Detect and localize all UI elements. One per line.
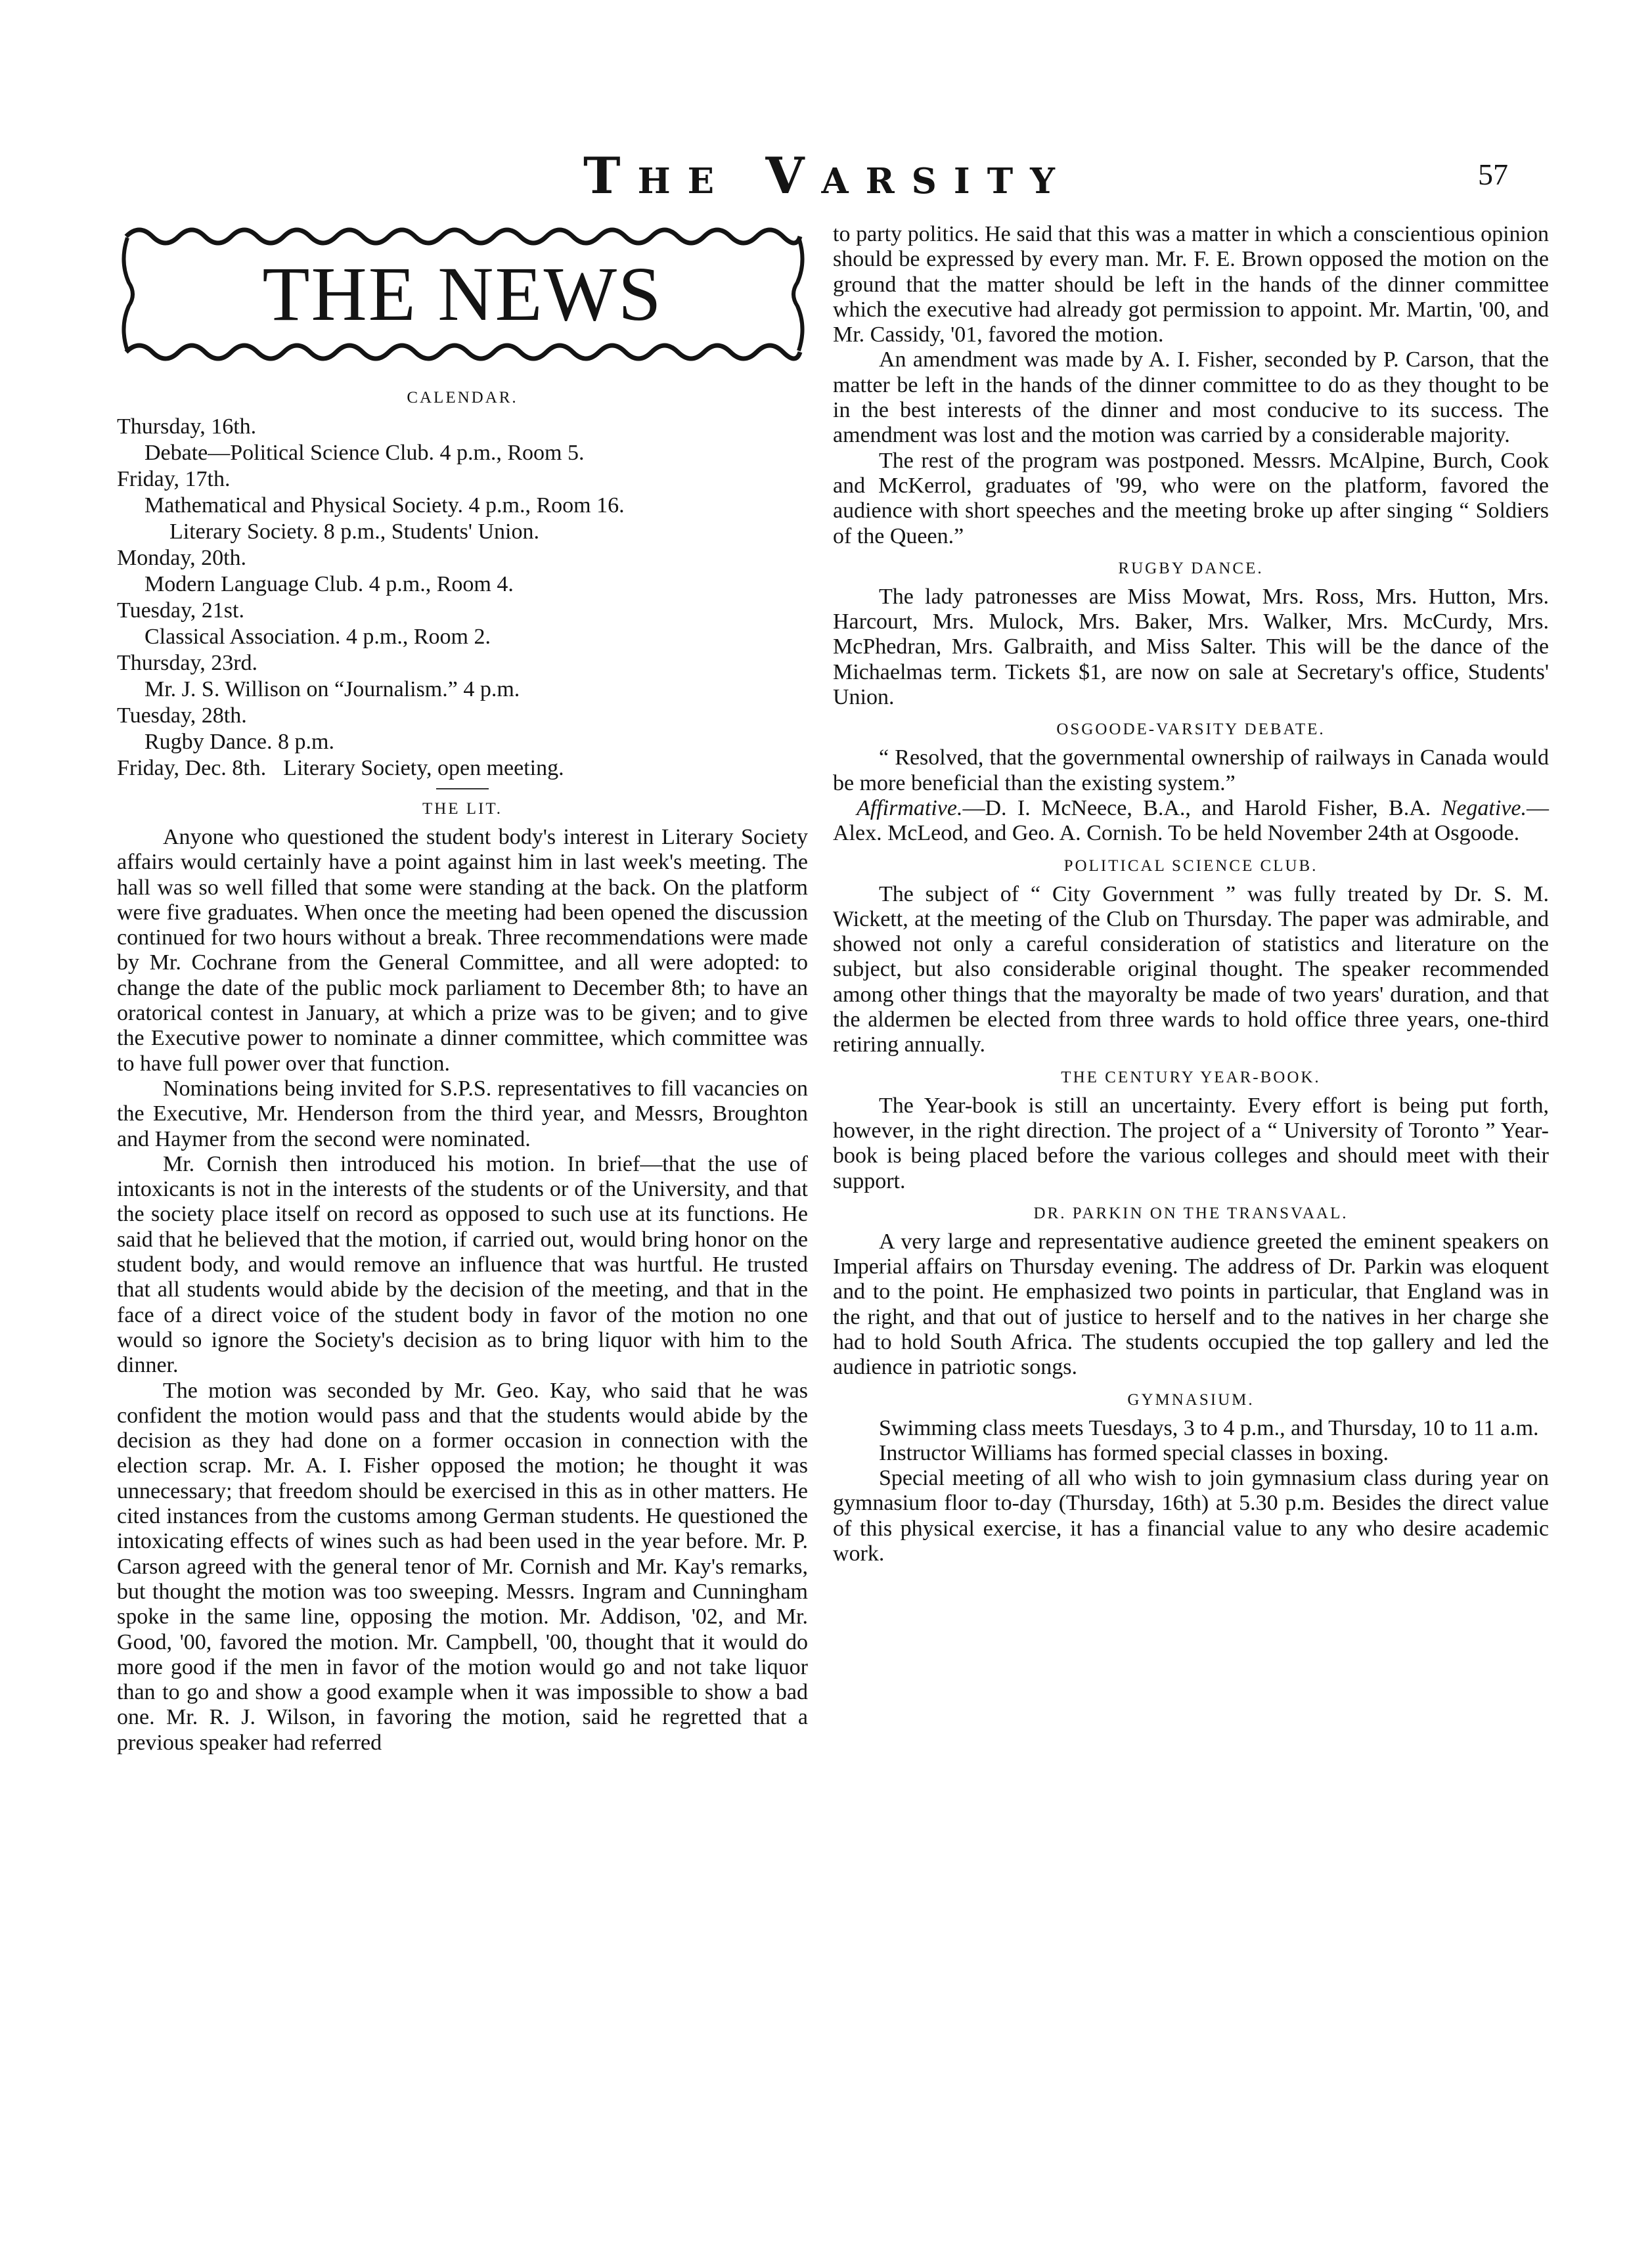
calendar-event: Debate—Political Science Club. 4 p.m., Room 5. xyxy=(145,441,585,465)
negative-label: Negative. xyxy=(1441,795,1527,820)
polsci-paragraph: The subject of “ City Government ” was fully treated by Dr. S. M. Wickett, at the meeting of the Club on Thursday. The paper was admirable, and showed not only a careful consideration of statistics and literature on the subject, but also considerable original thought. The speaker recommended among other things that the mayoralty be made of two years' duration, and that the aldermen be elected from three wards to hold office three years, one-third retiring annually. xyxy=(833,881,1549,1057)
calendar-event: Rugby Dance. 8 p.m. xyxy=(145,730,334,754)
parkin-paragraph: A very large and representative audience greeted the eminent speakers on Imperial affairs on Thursday evening. The address of Dr. Parkin was eloquent and to the point. He emphasized two points in particular, that England was in the right, and that out of justice to herself and to the natives in her charge she had to hold South Africa. The students occupied the top gallery and led the audience in patriotic songs. xyxy=(833,1229,1549,1380)
lit-continued-paragraph: to party politics. He said that this was a matter in which a conscientious opinion should be expressed by every man. Mr. F. E. Brown opposed the motion on the ground that the matter should be left in the hands of the dinner committee which the executive had already got permission to appoint. Mr. Martin, '00, and Mr. Cassidy, '01, favored the motion. xyxy=(833,222,1549,347)
calendar-event: Classical Association. 4 p.m., Room 2. xyxy=(145,625,491,649)
publication-title: The Varsity xyxy=(583,146,1072,205)
affirmative-label: Affirmative. xyxy=(857,795,963,820)
lit-continued-paragraph: An amendment was made by A. I. Fisher, seconded by P. Carson, that the matter be left in the hands of the dinner committee to do as they thought to be in the best interests of the dinner and most conducive to its success. The amendment was lost and the motion was carried by a considerable majority. xyxy=(833,347,1549,448)
calendar-day: Monday, 20th. xyxy=(117,546,247,570)
calendar-day: Friday, Dec. 8th. xyxy=(117,756,267,780)
calendar-event: Literary Society, open meeting. xyxy=(283,756,564,780)
banner-title: THE NEWS xyxy=(262,251,663,337)
negative-team: —Alex. McLeod, and Geo. A. Cornish. To be held November 24th at Osgoode. xyxy=(833,795,1549,846)
rugby-paragraph: The lady patronesses are Miss Mowat, Mrs. Ross, Mrs. Hutton, Mrs. Harcourt, Mrs. Mulock, Mrs. Baker, Mrs. Walker, Mrs. McCurdy, Mrs. McPhedran, Mrs. Galbraith, and Miss Salter. This will be the dance of the Michaelmas term. Tickets $1, are now on sale at Secretary's office, Students' Union. xyxy=(833,584,1549,710)
calendar-day: Friday, 17th. xyxy=(117,467,231,491)
lit-continued-paragraph: The rest of the program was postponed. Messrs. McAlpine, Burch, Cook and McKerrol, graduates of '99, who were on the platform, favored the audience with short speeches and the meeting broke up after singing “ Soldiers of the Queen.” xyxy=(833,448,1549,548)
left-column xyxy=(117,222,808,1756)
yearbook-paragraph: The Year-book is still an uncertainty. Every effort is being put forth, however, in the right direction. The project of a “ University of Toronto ” Year-book is being placed before the various colleges and should meet with their support. xyxy=(833,1093,1549,1193)
polsci-heading: POLITICAL SCIENCE CLUB. xyxy=(1063,856,1318,875)
gym-paragraph: Swimming class meets Tuesdays, 3 to 4 p.m., and Thursday, 10 to 11 a.m. xyxy=(879,1415,1539,1440)
page-number: 57 xyxy=(1478,158,1508,191)
lit-paragraph: Nominations being invited for S.P.S. representatives to fill vacancies on the Executive, Mr. Henderson from the third year, and Messrs, Broughton and Haymer from the second were nominated. xyxy=(117,1076,808,1151)
rugby-heading: RUGBY DANCE. xyxy=(1118,559,1264,577)
calendar-day: Tuesday, 21st. xyxy=(117,598,244,623)
calendar-event: Mr. J. S. Willison on “Journalism.” 4 p.m. xyxy=(145,677,520,701)
gym-heading: GYMNASIUM. xyxy=(1127,1390,1255,1409)
osgoode-resolution: “ Resolved, that the governmental ownership of railways in Canada would be more beneficial than the existing system.” xyxy=(833,745,1549,795)
divider xyxy=(436,788,489,789)
calendar xyxy=(117,414,808,782)
news-banner xyxy=(117,222,808,366)
calendar-day: Tuesday, 28th. xyxy=(117,703,247,728)
calendar-day: Thursday, 23rd. xyxy=(117,651,258,675)
calendar-day: Thursday, 16th. xyxy=(117,414,257,439)
lit-paragraph: Anyone who questioned the student body's interest in Literary Society affairs would certainly have a point against him in last week's meeting. The hall was so well filled that some were standing at the back. On the platform were five graduates. When once the meeting had been opened the discussion continued for two hours without a break. Three recommendations were made by Mr. Cochrane from the General Committee, and all were adopted: to change the date of the public mock parliament to December 8th; to have an oratorical contest in January, at which a prize was to be given; and to give the Executive power to nominate a dinner committee, which committee was to have full power over that function. xyxy=(117,825,808,1076)
calendar-event: Modern Language Club. 4 p.m., Room 4. xyxy=(145,572,514,596)
gym-paragraph: Special meeting of all who wish to join gymnasium class during year on gymnasium floor to-day (Thursday, 16th) at 5.30 p.m. Besides the direct value of this physical exercise, it has a financial value to any who desire academic work. xyxy=(833,1466,1549,1566)
calendar-event: Mathematical and Physical Society. 4 p.m., Room 16. xyxy=(145,493,625,518)
lit-paragraph: The motion was seconded by Mr. Geo. Kay, who said that he was confident the motion would pass and that the students would abide by the decision as they had done on a former occasion in connection with the election scrap. Mr. A. I. Fisher opposed the motion; he thought it was unnecessary; that freedom should be exercised in this as in other matters. He cited instances from the customs among German students. He questioned the intoxicating effects of wines such as had been used in the year before. Mr. P. Carson agreed with the general tenor of Mr. Cornish and Mr. Kay's remarks, but thought the motion was too sweeping. Messrs. Ingram and Cunningham spoke in the same line, opposing the motion. Mr. Addison, '02, and Mr. Good, '00, favored the motion. Mr. Campbell, '00, thought that it would do more good if the men in favor of the motion would go and not take liquor than to go and show a good example when it was impossible to show a bad one. Mr. R. J. Wilson, in favoring the motion, said he regretted that a previous speaker had referred xyxy=(117,1378,808,1755)
calendar-event: Literary Society. 8 p.m., Students' Union. xyxy=(169,520,539,544)
lit-heading: THE LIT. xyxy=(422,800,503,818)
parkin-heading: DR. PARKIN ON THE TRANSVAAL. xyxy=(1033,1204,1349,1222)
masthead xyxy=(0,146,1652,205)
yearbook-heading: THE CENTURY YEAR-BOOK. xyxy=(1061,1068,1321,1086)
affirmative-team: —D. I. McNeece, B.A., and Harold Fisher, B.A. xyxy=(962,795,1431,820)
gym-paragraph: Instructor Williams has formed special classes in boxing. xyxy=(879,1440,1389,1465)
osgoode-heading: OSGOODE-VARSITY DEBATE. xyxy=(1056,720,1326,739)
calendar-heading: CALENDAR. xyxy=(407,389,518,407)
calendar-day-last xyxy=(117,755,808,782)
right-column xyxy=(833,222,1549,1566)
osgoode-teams xyxy=(833,796,1549,847)
lit-paragraph: Mr. Cornish then introduced his motion. In brief—that the use of intoxicants is not in the interests of the students or of the University, and that the society place itself on record as opposed to such use at its functions. He said that he believed that the motion, if carried out, would bring honor on the student body, and would remove an influence that was hurtful. He trusted that all students would abide by the decision of the meeting, and that in the face of a direct voice of the student body in favor of the motion no one would so ignore the Society's decision as to bring liquor with him to the dinner. xyxy=(117,1151,808,1378)
